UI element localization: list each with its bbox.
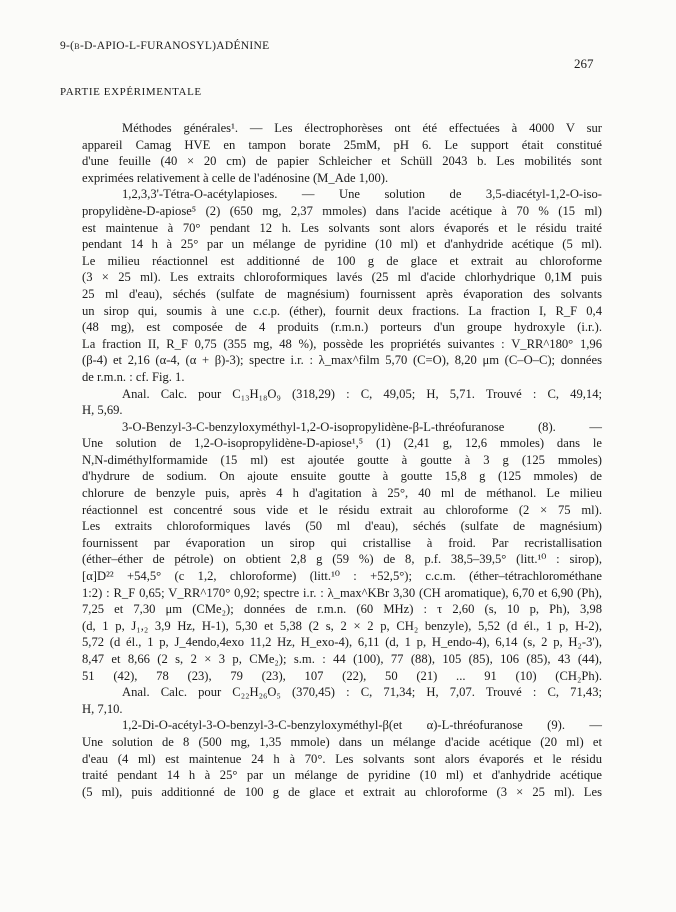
text-line: 3-O-Benzyl-3-C-benzyloxyméthyl-1,2-O-isopropylidène-β-L-thréofuranose (8). — (122, 419, 602, 434)
text-line: 51 (42), 78 (23), 79 (23), 107 (22), 50 (21) ... 91 (10) (CH₂Ph). (82, 668, 602, 683)
text-line: (β-4) et 2,16 (α-4, (α + β)-3); spectre i.r. : λ_max^film 5,70 (C=O), 8,20 μm (C–O–C); données (82, 353, 602, 368)
text-line: (48 mg), est composée de 4 produits (r.m.n.) porteurs d'un groupe hydroxyle (i.r.). (82, 320, 602, 335)
text-line: 1:2) : R_F 0,65; V_RR^170° 0,92; spectre i.r. : λ_max^KBr 3,30 (CH aromatique), 6,70 et 6,90 (Ph), (82, 585, 602, 600)
text-line: est maintenue à 70° pendant 12 h. Les solvants sont alors évaporés et le résidu traité (82, 220, 602, 235)
text-line: d'hydrure de sodium. On ajoute ensuite goutte à goutte 15,8 g (125 mmoles) de (82, 469, 602, 484)
text-line: (éther–éther de pétrole) on obtient 2,8 g (59 %) de 8, p.f. 38,5–39,5° (litt.¹⁰ : sirop), (82, 552, 602, 567)
text-line: un sirop qui, soumis à une c.c.p. (éther), fournit deux fractions. La fraction I, R_F 0,4 (82, 303, 602, 318)
text-line: 5,72 (d él., 1 p, J_4endo,4exo 11,2 Hz, H_exo-4), 6,11 (d, 1 p, H_endo-4), 6,14 (s, 2 p, H₂-3'), (82, 635, 602, 650)
text-line: Le milieu réactionnel est additionné de 100 g de glace et extrait au chloroforme (82, 253, 602, 268)
text-line: traité pendant 14 h à 25° par un mélange de pyridine (10 ml) et d'anhydride acétique (82, 768, 602, 783)
text-line: réactionnel est concentré sous vide et le résidu extrait au chloroforme (2 × 75 ml). (82, 502, 602, 517)
text-line: 1,2,3,3'-Tétra-O-acétylapioses. — Une solution de 3,5-diacétyl-1,2-O-iso- (122, 187, 602, 202)
body-text (82, 120, 602, 800)
text-line: Méthodes générales¹. — Les électrophorèses ont été effectuées à 4000 V sur (122, 121, 602, 135)
text-line: appareil Camag HVE en tampon borate 25mM, pH 6. Le support était constitué (82, 137, 602, 152)
text-line: d'eau (4 ml) est maintenue 24 h à 70°. Les solvants sont alors évaporés et le résidu (82, 751, 602, 766)
text-line: La fraction II, R_F 0,75 (355 mg, 48 %), possède les propriétés suivantes : V_RR^180° 1,96 (82, 336, 602, 351)
text-line: Une solution de 8 (500 mg, 1,35 mmole) dans un mélange d'acide acétique (20 ml) et (82, 734, 602, 749)
text-line: (3 × 25 ml). Les extraits chloroformiques lavés (25 ml d'acide chlorhydrique 0,1M puis (82, 270, 602, 285)
text-line: (5 ml), puis additionné de 100 g de glace et extrait au chloroforme (3 × 25 ml). Les (82, 784, 602, 799)
text-line: pendant 14 h à 25° par un mélange de pyridine (10 ml) et d'anhydride acétique (5 ml). (82, 237, 602, 252)
running-title: 9-(β-D-APIO-L-FURANOSYL)ADÉNINE (60, 40, 270, 52)
text-line: Une solution de 1,2-O-isopropylidène-D-apiose¹,⁵ (1) (2,41 g, 12,6 mmoles) dans le (82, 436, 602, 451)
text-line: exprimées relativement à celle de l'adénosine (M_Ade 1,00). (82, 170, 389, 185)
text-line: 25 ml d'eau), séchés (sulfate de magnésium) fournissent après évaporation des solvants (82, 286, 602, 301)
text-line: propylidène-D-apiose⁵ (2) (650 mg, 2,37 mmoles) dans l'acide acétique à 70 % (15 ml) (82, 203, 602, 218)
text-line: 7,25 et 7,30 μm (CMe₂); données de r.m.n. (60 MHz) : τ 2,60 (s, 10 p, Ph), 3,98 (82, 602, 602, 617)
text-line: Anal. Calc. pour C₂₂H₂₆O₅ (370,45) : C, 71,34; H, 7,07. Trouvé : C, 71,43; (122, 685, 602, 700)
text-line: 1,2-Di-O-acétyl-3-O-benzyl-3-C-benzyloxyméthyl-β(et α)-L-thréofuranose (9). — (122, 718, 602, 733)
text-line: (d, 1 p, J₁,₂ 3,9 Hz, H-1), 5,30 et 5,38 (2 s, 2 × 2 p, CH₂ benzyle), 5,52 (d él., 1 p, H-2), (82, 618, 602, 633)
text-line: H, 5,69. (82, 403, 123, 418)
text-line: d'une feuille (40 × 20 cm) de papier Schleicher et Schüll 2043 b. Les mobilités sont (82, 154, 602, 169)
text-line: de r.m.n. : cf. Fig. 1. (82, 369, 185, 384)
text-line: [α]D²² +54,5° (c 1,2, chloroforme) (litt.¹⁰ : +52,5°); c.c.m. (éther–tétrachlorométhane (82, 569, 602, 584)
text-line: Anal. Calc. pour C₁₃H₁₈O₉ (318,29) : C, 49,05; H, 5,71. Trouvé : C, 49,14; (122, 386, 602, 401)
text-line: Les extraits chloroformiques lavés (50 ml d'eau), séchés (sulfate de magnésium) (82, 519, 602, 534)
text-line: N,N-diméthylformamide (15 ml) est ajoutée goutte à goutte à 3 g (125 mmoles) (82, 452, 602, 467)
text-line: H, 7,10. (82, 701, 123, 716)
text-line: fournissent par évaporation un sirop qui cristallise à froid. Par recristallisation (82, 535, 602, 550)
section-title: PARTIE EXPÉRIMENTALE (60, 86, 202, 98)
text-line: chlorure de benzyle puis, après 4 h d'agitation à 25°, 40 ml de méthanol. Le milieu (82, 486, 602, 501)
page-number: 267 (574, 56, 594, 71)
text-line: 8,47 et 8,66 (2 s, 2 × 3 p, CMe₂); s.m. : 44 (100), 77 (88), 105 (85), 106 (85), 43 (44), (82, 652, 602, 666)
